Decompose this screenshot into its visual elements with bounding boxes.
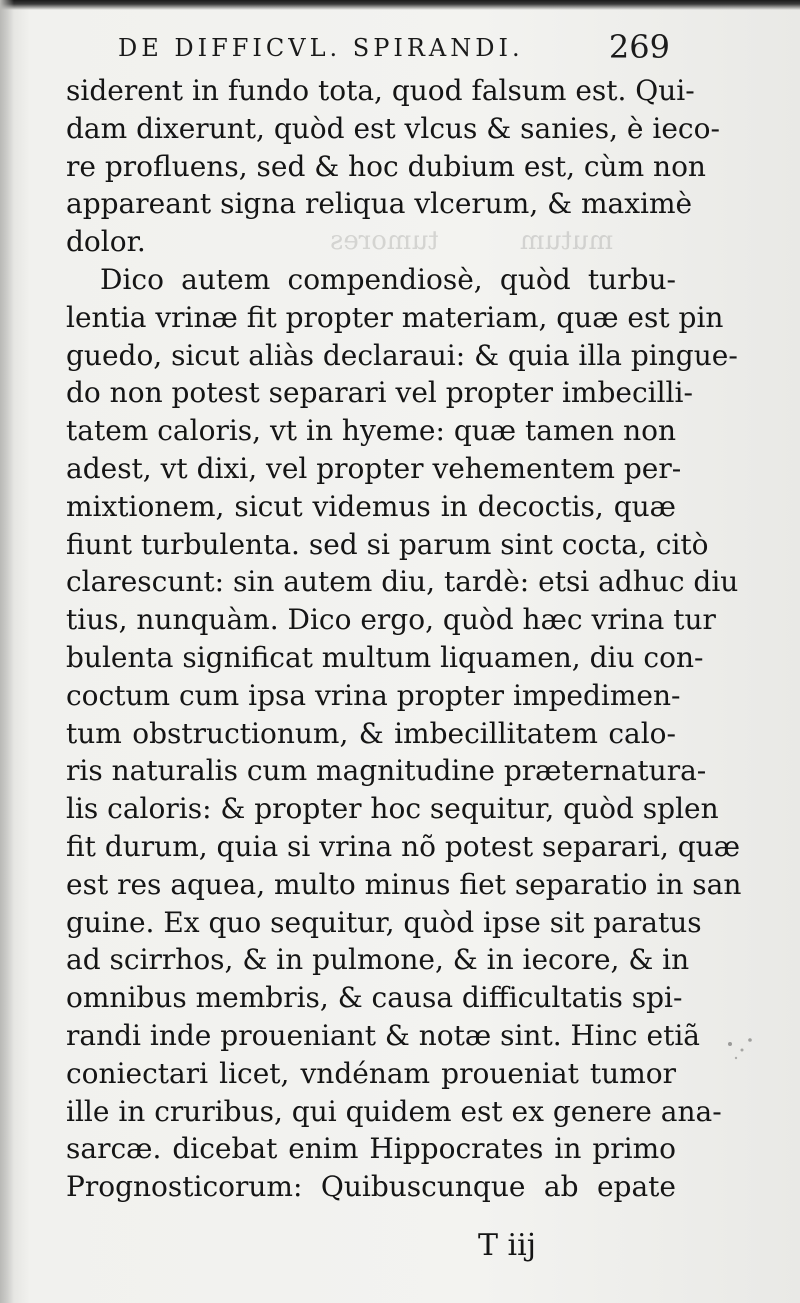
paper-specks: [720, 1030, 770, 1070]
text-line: appareant signa reliqua vlcerum, & maximè: [66, 187, 693, 221]
show-through-text: mutum: [520, 226, 614, 256]
text-line: do non potest separari vel propter imbecilli-: [66, 376, 693, 410]
text-line: ris naturalis cum magnitudine præternatura-: [66, 754, 707, 788]
text-line: bulenta significat multum liquamen, diu con-: [66, 640, 704, 674]
text-line: tatem caloris, vt in hyeme: quæ tamen non: [66, 414, 676, 448]
text-line: clarescunt: sin autem diu, tardè: etsi adhuc diu: [66, 565, 739, 599]
paragraph-start-line: Dico autem compendiosè, quòd turbu-: [100, 262, 676, 296]
scan-top-shadow: [0, 0, 800, 10]
text-line: coniectari licet, vndénam proueniat tumor: [66, 1056, 676, 1090]
text-line: ad scirrhos, & in pulmone, & in iecore, & in: [66, 943, 690, 977]
text-line: ille in cruribus, qui quidem est ex genere ana-: [66, 1094, 722, 1128]
show-through-text: tumores: [330, 226, 439, 256]
text-line: omnibus membris, & causa difficultatis spi-: [66, 981, 683, 1015]
text-line: fit durum, quia si vrina nõ potest separari, quæ: [66, 829, 741, 863]
text-line: tius, nunquàm. Dico ergo, quòd hæc vrina tur: [66, 603, 716, 637]
text-line: coctum cum ipsa vrina propter impedimen-: [66, 678, 681, 712]
text-line: dolor.: [66, 225, 146, 259]
text-line: lentia vrinæ fit propter materiam, quæ est pin: [66, 300, 724, 334]
text-line: guedo, sicut aliàs declaraui: & quia illa pingue-: [66, 338, 738, 372]
text-line: dam dixerunt, quòd est vlcus & sanies, è ieco-: [66, 111, 720, 145]
page-gutter: [0, 0, 14, 1303]
page-number: 269: [608, 28, 670, 66]
text-line: sarcæ. dicebat enim Hippocrates in primo: [66, 1132, 676, 1166]
text-line: siderent in fundo tota, quod falsum est. Qui-: [66, 74, 695, 107]
running-header: [118, 30, 678, 74]
text-line: re profluens, sed & hoc dubium est, cùm non: [66, 149, 706, 183]
text-line: tum obstructionum, & imbecillitatem calo-: [66, 716, 676, 750]
text-line: est res aquea, multo minus fiet separatio in san: [66, 867, 742, 901]
text-line: fiunt turbulenta. sed si parum sint cocta, citò: [66, 527, 709, 561]
running-title: DE DIFFICVL. SPIRANDI.: [118, 34, 524, 62]
text-line: mixtionem, sicut videmus in decoctis, quæ: [66, 489, 676, 523]
text-line: guine. Ex quo sequitur, quòd ipse sit paratus: [66, 905, 702, 939]
text-line: randi inde proueniant & notæ sint. Hinc etiã: [66, 1018, 700, 1052]
signature-mark: T iij: [478, 1228, 537, 1263]
body-text: [66, 72, 742, 1206]
text-line: lis caloris: & propter hoc sequitur, quòd splen: [66, 792, 719, 826]
text-line: Prognosticorum: Quibuscunque ab epate: [66, 1170, 676, 1204]
text-line: adest, vt dixi, vel propter vehementem per-: [66, 451, 682, 485]
